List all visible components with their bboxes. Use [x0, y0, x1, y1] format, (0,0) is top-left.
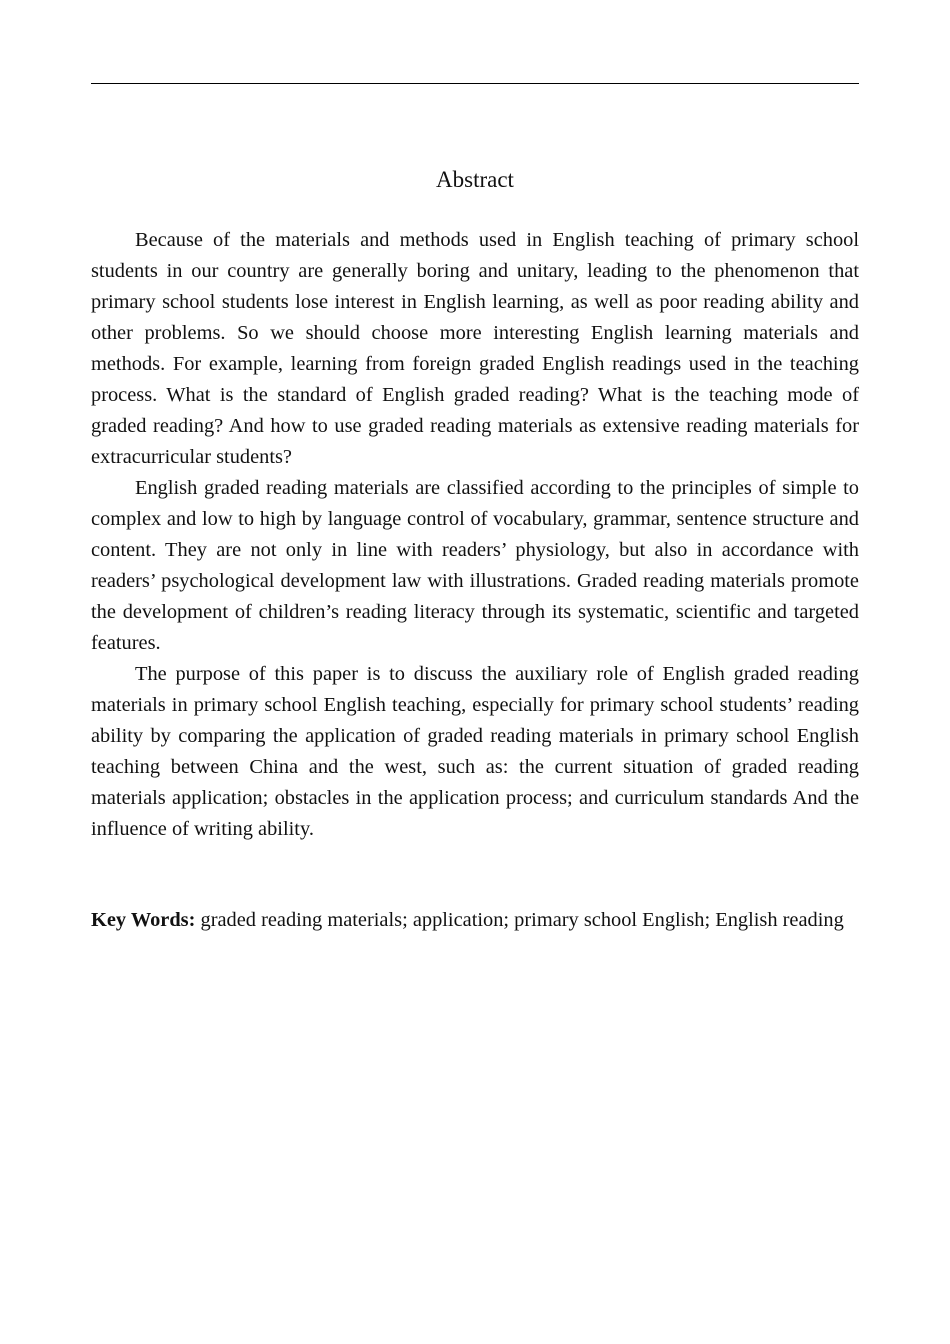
abstract-paragraph-2: English graded reading materials are classified according to the principles of simple to complex and low to high by language control of vocabulary, grammar, sentence structure and content. They are not only in line with readers’ physiology, but also in accordance with readers’ psychological development law with illustrations. Graded reading materials promote the development of children’s reading literacy through its systematic, scientific and targeted features. [91, 477, 859, 654]
header-rule [91, 83, 859, 84]
abstract-paragraph-1: Because of the materials and methods used in English teaching of primary school students in our country are generally boring and unitary, leading to the phenomenon that primary school students lose interest in English learning, as well as poor reading ability and other problems. So we should choose more interesting English learning materials and methods. For example, learning from foreign graded English readings used in the teaching process. What is the standard of English graded reading? What is the teaching mode of graded reading? And how to use graded reading materials as extensive reading materials for extracurricular students? [91, 229, 859, 468]
keywords-text: graded reading materials; application; primary school English; English reading [195, 909, 844, 931]
keywords-label: Key Words: [91, 909, 196, 931]
abstract-title: Abstract [436, 167, 514, 192]
abstract-body [91, 225, 859, 845]
abstract-paragraph-3: The purpose of this paper is to discuss the auxiliary role of English graded reading materials in primary school English teaching, especially for primary school students’ reading ability by comparing the application of graded reading materials in primary school English teaching between China and the west, such as: the current situation of graded reading materials application; obstacles in the application process; and curriculum standards And the influence of writing ability. [91, 663, 859, 840]
keywords-line [91, 905, 859, 936]
